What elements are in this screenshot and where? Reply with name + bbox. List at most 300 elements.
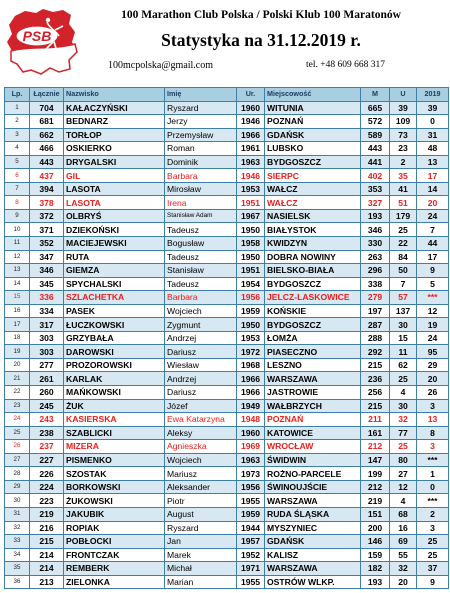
table-row [5, 453, 449, 467]
marathons-cell: 353 [361, 182, 390, 196]
count-2019-cell: 9 [417, 264, 449, 278]
city-cell: BYDGOSZCZ [265, 277, 361, 291]
ultramarathons-cell: 12 [390, 480, 417, 494]
table-row [5, 372, 449, 386]
birth-year-cell: 1956 [237, 480, 265, 494]
city-cell: GDAŃSK [265, 128, 361, 142]
city-cell: OSTRÓW WLKP. [265, 575, 361, 589]
birth-year-cell: 1960 [237, 426, 265, 440]
row-number-cell: 20 [5, 358, 30, 372]
birth-year-cell: 1948 [237, 413, 265, 427]
birth-year-cell: 1966 [237, 386, 265, 400]
count-2019-cell: 12 [417, 304, 449, 318]
first-name-cell: Wiesław [165, 358, 237, 372]
ultramarathons-cell: 32 [390, 562, 417, 576]
surname-cell: GIL [64, 169, 165, 183]
surname-cell: SZABLICKI [64, 426, 165, 440]
city-cell: GDAŃSK [265, 535, 361, 549]
table-row [5, 467, 449, 481]
row-number-cell: 4 [5, 142, 30, 156]
row-number-cell: 29 [5, 480, 30, 494]
birth-year-cell: 1944 [237, 521, 265, 535]
surname-cell: REMBERK [64, 562, 165, 576]
row-number-cell: 6 [5, 169, 30, 183]
surname-cell: KAŁACZYŃSKI [64, 101, 165, 115]
row-number-cell: 27 [5, 453, 30, 467]
first-name-cell: Tadeusz [165, 277, 237, 291]
ultramarathons-cell: 62 [390, 358, 417, 372]
count-2019-cell: 25 [417, 535, 449, 549]
table-row [5, 291, 449, 305]
total-count-cell: 443 [30, 155, 64, 169]
ultramarathons-cell: 73 [390, 128, 417, 142]
first-name-cell: Stanisław [165, 264, 237, 278]
marathons-cell: 147 [361, 453, 390, 467]
city-cell: DOBRA NOWINY [265, 250, 361, 264]
count-2019-cell: *** [417, 453, 449, 467]
birth-year-cell: 1966 [237, 372, 265, 386]
ultramarathons-cell: 35 [390, 169, 417, 183]
table-row [5, 507, 449, 521]
city-cell: WARSZAWA [265, 562, 361, 576]
column-header-city: Miejscowość [265, 88, 361, 102]
surname-cell: LASOTA [64, 182, 165, 196]
table-row [5, 115, 449, 129]
count-2019-cell: 39 [417, 101, 449, 115]
total-count-cell: 345 [30, 277, 64, 291]
row-number-cell: 11 [5, 237, 30, 251]
ultramarathons-cell: 80 [390, 453, 417, 467]
table-row [5, 196, 449, 210]
marathons-cell: 256 [361, 386, 390, 400]
table-row [5, 318, 449, 332]
total-count-cell: 277 [30, 358, 64, 372]
table-header-row [5, 88, 449, 102]
birth-year-cell: 1969 [237, 440, 265, 454]
surname-cell: SPYCHALSKI [64, 277, 165, 291]
marathons-cell: 212 [361, 480, 390, 494]
table-row [5, 182, 449, 196]
city-cell: LUBSKO [265, 142, 361, 156]
marathons-cell: 665 [361, 101, 390, 115]
marathons-cell: 279 [361, 291, 390, 305]
surname-cell: LASOTA [64, 196, 165, 210]
marathons-cell: 292 [361, 345, 390, 359]
city-cell: BIAŁYSTOK [265, 223, 361, 237]
table-row [5, 413, 449, 427]
table-row [5, 535, 449, 549]
city-cell: WARSZAWA [265, 372, 361, 386]
total-count-cell: 227 [30, 453, 64, 467]
city-cell: BIELSKO-BIAŁA [265, 264, 361, 278]
count-2019-cell: *** [417, 494, 449, 508]
first-name-cell: Bogusław [165, 237, 237, 251]
marathons-cell: 346 [361, 223, 390, 237]
ultramarathons-cell: 77 [390, 426, 417, 440]
total-count-cell: 226 [30, 467, 64, 481]
count-2019-cell: 24 [417, 209, 449, 223]
surname-cell: DAROWSKI [64, 345, 165, 359]
ultramarathons-cell: 84 [390, 250, 417, 264]
count-2019-cell: 31 [417, 128, 449, 142]
city-cell: ROŻNO-PARCELE [265, 467, 361, 481]
total-count-cell: 213 [30, 575, 64, 589]
ultramarathons-cell: 51 [390, 196, 417, 210]
total-count-cell: 219 [30, 507, 64, 521]
first-name-cell: Mirosław [165, 182, 237, 196]
table-row [5, 562, 449, 576]
count-2019-cell: 20 [417, 372, 449, 386]
total-count-cell: 371 [30, 223, 64, 237]
table-row [5, 128, 449, 142]
first-name-cell: Zygmunt [165, 318, 237, 332]
table-row [5, 521, 449, 535]
city-cell: MYSZYNIEC [265, 521, 361, 535]
column-header-m: M [361, 88, 390, 102]
column-header-total: Łącznie [30, 88, 64, 102]
birth-year-cell: 1966 [237, 128, 265, 142]
ultramarathons-cell: 30 [390, 399, 417, 413]
table-row [5, 264, 449, 278]
row-number-cell: 19 [5, 345, 30, 359]
ultramarathons-cell: 55 [390, 548, 417, 562]
row-number-cell: 15 [5, 291, 30, 305]
count-2019-cell: 7 [417, 223, 449, 237]
psb-poland-map-logo [3, 6, 81, 78]
first-name-cell: Andrzej [165, 372, 237, 386]
row-number-cell: 8 [5, 196, 30, 210]
marathons-cell: 200 [361, 521, 390, 535]
first-name-cell: Józef [165, 399, 237, 413]
first-name-cell: Barbara [165, 291, 237, 305]
birth-year-cell: 1958 [237, 237, 265, 251]
birth-year-cell: 1960 [237, 101, 265, 115]
city-cell: NASIELSK [265, 209, 361, 223]
first-name-cell: Barbara [165, 169, 237, 183]
count-2019-cell: 29 [417, 358, 449, 372]
column-header-2019: 2019 [417, 88, 449, 102]
table-row [5, 331, 449, 345]
marathons-cell: 161 [361, 426, 390, 440]
surname-cell: SZLACHETKA [64, 291, 165, 305]
surname-cell: MIZERA [64, 440, 165, 454]
row-number-cell: 5 [5, 155, 30, 169]
row-number-cell: 12 [5, 250, 30, 264]
ultramarathons-cell: 4 [390, 386, 417, 400]
city-cell: BYDGOSZCZ [265, 155, 361, 169]
first-name-cell: Dominik [165, 155, 237, 169]
total-count-cell: 346 [30, 264, 64, 278]
total-count-cell: 336 [30, 291, 64, 305]
first-name-cell: Irena [165, 196, 237, 210]
first-name-cell: Jan [165, 535, 237, 549]
row-number-cell: 33 [5, 535, 30, 549]
marathons-cell: 215 [361, 399, 390, 413]
ultramarathons-cell: 23 [390, 142, 417, 156]
count-2019-cell: 2 [417, 507, 449, 521]
row-number-cell: 7 [5, 182, 30, 196]
row-number-cell: 14 [5, 277, 30, 291]
row-number-cell: 17 [5, 318, 30, 332]
row-number-cell: 34 [5, 548, 30, 562]
city-cell: WAŁCZ [265, 182, 361, 196]
row-number-cell: 2 [5, 115, 30, 129]
first-name-cell: Ryszard [165, 521, 237, 535]
ultramarathons-cell: 20 [390, 575, 417, 589]
city-cell: JASTROWIE [265, 386, 361, 400]
total-count-cell: 334 [30, 304, 64, 318]
row-number-cell: 35 [5, 562, 30, 576]
total-count-cell: 378 [30, 196, 64, 210]
total-count-cell: 223 [30, 494, 64, 508]
table-row [5, 250, 449, 264]
row-number-cell: 23 [5, 399, 30, 413]
surname-cell: MAŃKOWSKI [64, 386, 165, 400]
row-number-cell: 1 [5, 101, 30, 115]
marathons-cell: 443 [361, 142, 390, 156]
city-cell: WITUNIA [265, 101, 361, 115]
marathons-cell: 327 [361, 196, 390, 210]
marathons-cell: 182 [361, 562, 390, 576]
count-2019-cell: 17 [417, 169, 449, 183]
ultramarathons-cell: 41 [390, 182, 417, 196]
surname-cell: GRZYBAŁA [64, 331, 165, 345]
ultramarathons-cell: 69 [390, 535, 417, 549]
first-name-cell: Dariusz [165, 386, 237, 400]
first-name-cell: Ewa Katarzyna [165, 413, 237, 427]
row-number-cell: 21 [5, 372, 30, 386]
count-2019-cell: 0 [417, 115, 449, 129]
city-cell: JELCZ-LASKOWICE [265, 291, 361, 305]
marathons-cell: 287 [361, 318, 390, 332]
total-count-cell: 224 [30, 480, 64, 494]
ultramarathons-cell: 25 [390, 223, 417, 237]
count-2019-cell: 8 [417, 426, 449, 440]
city-cell: KWIDZYN [265, 237, 361, 251]
count-2019-cell: 3 [417, 440, 449, 454]
city-cell: PIASECZNO [265, 345, 361, 359]
birth-year-cell: 1956 [237, 291, 265, 305]
surname-cell: ŻUK [64, 399, 165, 413]
total-count-cell: 303 [30, 331, 64, 345]
row-number-cell: 24 [5, 413, 30, 427]
row-number-cell: 32 [5, 521, 30, 535]
surname-cell: ROPIAK [64, 521, 165, 535]
total-count-cell: 214 [30, 548, 64, 562]
table-row [5, 237, 449, 251]
city-cell: ŁOMŻA [265, 331, 361, 345]
total-count-cell: 437 [30, 169, 64, 183]
marathons-cell: 197 [361, 304, 390, 318]
city-cell: ŚWINOUJŚCIE [265, 480, 361, 494]
surname-cell: RUTA [64, 250, 165, 264]
phone-number: tel. +48 609 668 317 [306, 60, 385, 70]
ultramarathons-cell: 2 [390, 155, 417, 169]
count-2019-cell: 37 [417, 562, 449, 576]
first-name-cell: Mariusz [165, 467, 237, 481]
surname-cell: OSKIERKO [64, 142, 165, 156]
surname-cell: GIEMZA [64, 264, 165, 278]
row-number-cell: 25 [5, 426, 30, 440]
table-row [5, 548, 449, 562]
total-count-cell: 394 [30, 182, 64, 196]
first-name-cell: Wojciech [165, 453, 237, 467]
count-2019-cell: 1 [417, 467, 449, 481]
surname-cell: BORKOWSKI [64, 480, 165, 494]
birth-year-cell: 1950 [237, 223, 265, 237]
birth-year-cell: 1959 [237, 304, 265, 318]
ultramarathons-cell: 25 [390, 440, 417, 454]
first-name-cell: Marek [165, 548, 237, 562]
marathons-cell: 151 [361, 507, 390, 521]
table-row [5, 169, 449, 183]
row-number-cell: 28 [5, 467, 30, 481]
page-header [0, 0, 450, 87]
first-name-cell: Przemysław [165, 128, 237, 142]
count-2019-cell: 5 [417, 277, 449, 291]
count-2019-cell: 3 [417, 399, 449, 413]
total-count-cell: 352 [30, 237, 64, 251]
marathons-cell: 263 [361, 250, 390, 264]
first-name-cell: Tadeusz [165, 223, 237, 237]
ultramarathons-cell: 50 [390, 264, 417, 278]
column-header-lp: Lp. [5, 88, 30, 102]
table-row [5, 155, 449, 169]
marathons-cell: 215 [361, 358, 390, 372]
surname-cell: POBŁOCKI [64, 535, 165, 549]
marathons-cell: 212 [361, 440, 390, 454]
birth-year-cell: 1946 [237, 115, 265, 129]
count-2019-cell: 19 [417, 318, 449, 332]
marathons-cell: 402 [361, 169, 390, 183]
marathons-cell: 441 [361, 155, 390, 169]
marathons-cell: 296 [361, 264, 390, 278]
count-2019-cell: 48 [417, 142, 449, 156]
birth-year-cell: 1950 [237, 250, 265, 264]
row-number-cell: 31 [5, 507, 30, 521]
count-2019-cell: 13 [417, 155, 449, 169]
count-2019-cell: 17 [417, 250, 449, 264]
city-cell: LESZNO [265, 358, 361, 372]
city-cell: WAŁBRZYCH [265, 399, 361, 413]
club-name: 100 Marathon Club Polska / Polski Klub 100 Maratonów [121, 9, 401, 21]
birth-year-cell: 1954 [237, 277, 265, 291]
table-row [5, 142, 449, 156]
ultramarathons-cell: 7 [390, 277, 417, 291]
row-number-cell: 16 [5, 304, 30, 318]
surname-cell: SZOSTAK [64, 467, 165, 481]
marathons-cell: 288 [361, 331, 390, 345]
ultramarathons-cell: 30 [390, 318, 417, 332]
surname-cell: KASIERSKA [64, 413, 165, 427]
city-cell: POZNAŃ [265, 413, 361, 427]
row-number-cell: 36 [5, 575, 30, 589]
row-number-cell: 3 [5, 128, 30, 142]
row-number-cell: 10 [5, 223, 30, 237]
table-row [5, 345, 449, 359]
city-cell: WAŁCZ [265, 196, 361, 210]
first-name-cell: Roman [165, 142, 237, 156]
birth-year-cell: 1963 [237, 155, 265, 169]
total-count-cell: 303 [30, 345, 64, 359]
total-count-cell: 372 [30, 209, 64, 223]
city-cell: POZNAŃ [265, 115, 361, 129]
marathons-cell: 199 [361, 467, 390, 481]
surname-cell: PASEK [64, 304, 165, 318]
row-number-cell: 18 [5, 331, 30, 345]
birth-year-cell: 1953 [237, 182, 265, 196]
marathons-cell: 159 [361, 548, 390, 562]
count-2019-cell: 26 [417, 386, 449, 400]
birth-year-cell: 1972 [237, 345, 265, 359]
marathons-cell: 219 [361, 494, 390, 508]
first-name-cell: Michał [165, 562, 237, 576]
marathons-cell: 211 [361, 413, 390, 427]
birth-year-cell: 1946 [237, 169, 265, 183]
birth-year-cell: 1949 [237, 399, 265, 413]
table-row [5, 440, 449, 454]
city-cell: WROCŁAW [265, 440, 361, 454]
first-name-cell: Dariusz [165, 345, 237, 359]
birth-year-cell: 1953 [237, 331, 265, 345]
total-count-cell: 662 [30, 128, 64, 142]
surname-cell: BEDNARZ [64, 115, 165, 129]
surname-cell: MACIEJEWSKI [64, 237, 165, 251]
marathons-cell: 146 [361, 535, 390, 549]
table-row [5, 304, 449, 318]
count-2019-cell: 0 [417, 480, 449, 494]
city-cell: ŚWIDWIN [265, 453, 361, 467]
ultramarathons-cell: 57 [390, 291, 417, 305]
count-2019-cell: *** [417, 291, 449, 305]
surname-cell: DRYGALSKI [64, 155, 165, 169]
ultramarathons-cell: 68 [390, 507, 417, 521]
total-count-cell: 261 [30, 372, 64, 386]
table-row [5, 223, 449, 237]
first-name-cell: Wojciech [165, 304, 237, 318]
surname-cell: KARLAK [64, 372, 165, 386]
row-number-cell: 26 [5, 440, 30, 454]
first-name-cell: Andrzej [165, 331, 237, 345]
table-row [5, 358, 449, 372]
count-2019-cell: 95 [417, 345, 449, 359]
surname-cell: PROZOROWSKI [64, 358, 165, 372]
city-cell: WARSZAWA [265, 494, 361, 508]
city-cell: KATOWICE [265, 426, 361, 440]
first-name-cell: Piotr [165, 494, 237, 508]
first-name-cell: Ryszard [165, 101, 237, 115]
birth-year-cell: 1973 [237, 467, 265, 481]
count-2019-cell: 25 [417, 548, 449, 562]
total-count-cell: 237 [30, 440, 64, 454]
surname-cell: JAKUBIK [64, 507, 165, 521]
total-count-cell: 243 [30, 413, 64, 427]
ultramarathons-cell: 11 [390, 345, 417, 359]
column-header-first-name: Imię [165, 88, 237, 102]
row-number-cell: 22 [5, 386, 30, 400]
total-count-cell: 347 [30, 250, 64, 264]
surname-cell: FRONTCZAK [64, 548, 165, 562]
table-row [5, 480, 449, 494]
surname-cell: ŁUCZKOWSKI [64, 318, 165, 332]
birth-year-cell: 1971 [237, 562, 265, 576]
email-address: 100mcpolska@gmail.com [108, 60, 214, 71]
table-row [5, 386, 449, 400]
count-2019-cell: 24 [417, 331, 449, 345]
marathons-cell: 193 [361, 209, 390, 223]
ultramarathons-cell: 15 [390, 331, 417, 345]
first-name-cell: Jerzy [165, 115, 237, 129]
